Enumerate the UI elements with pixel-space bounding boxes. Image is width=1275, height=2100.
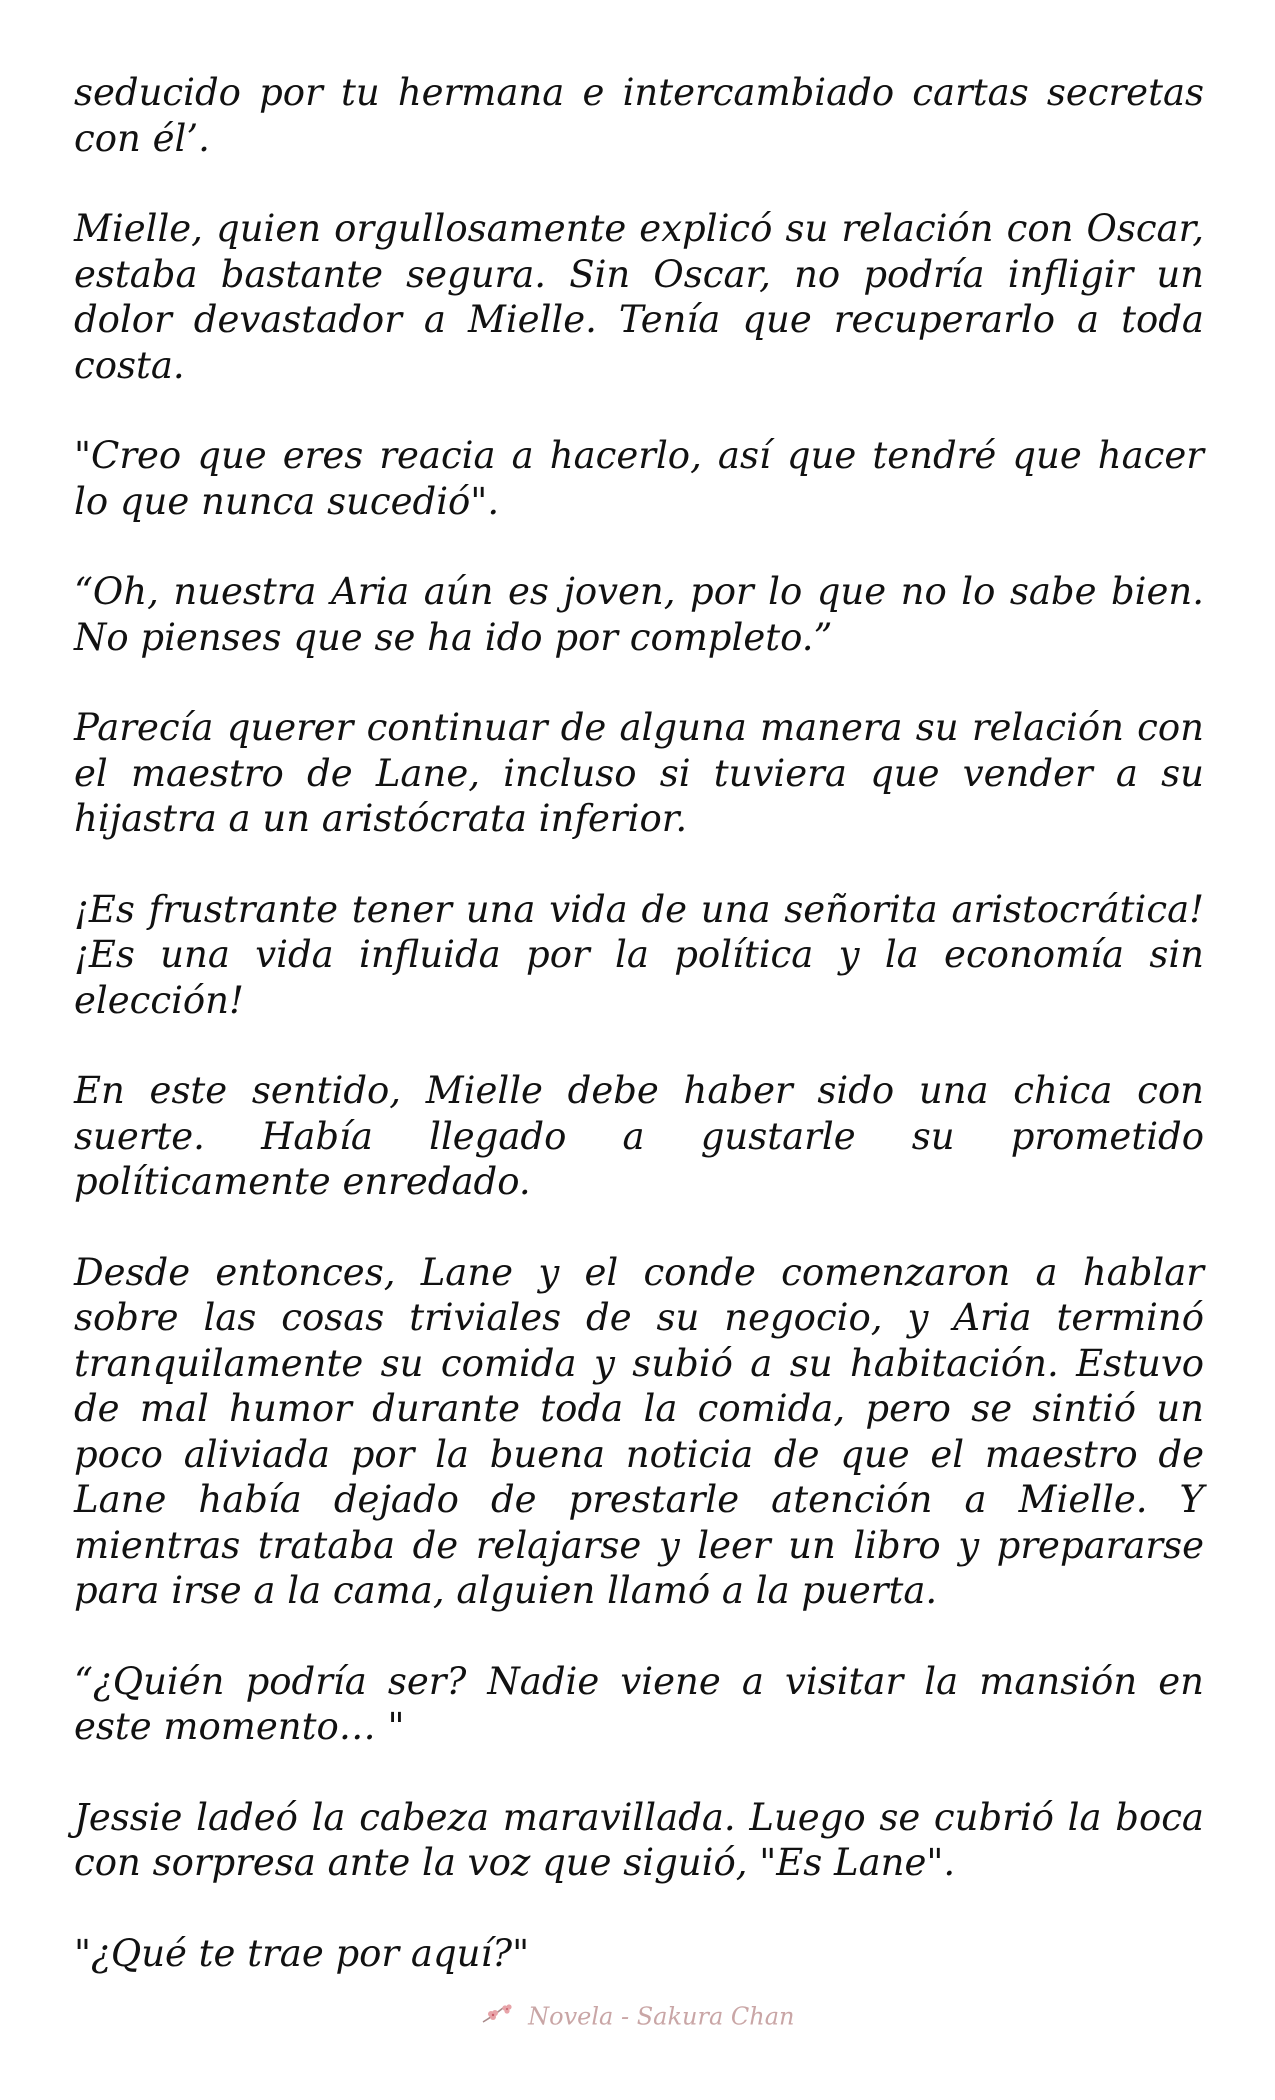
paragraph-5: Parecía querer continuar de alguna manera su relación con el maestro de Lane, incluso si tuviera que vender a su hijastra a un aristócrata inferior. bbox=[74, 706, 1204, 840]
watermark-text: Novela - Sakura Chan bbox=[528, 2002, 795, 2031]
paragraph-11: "¿Qué te trae por aquí?" bbox=[74, 1931, 530, 1975]
cherry-blossom-icon bbox=[481, 2002, 515, 2034]
paragraph-4: “Oh, nuestra Aria aún es joven, por lo que no lo sabe bien. No pienses que se ha ido por completo.” bbox=[74, 570, 1204, 659]
paragraph-10: Jessie ladeó la cabeza maravillada. Luego se cubrió la boca con sorpresa ante la voz que siguió, "Es Lane". bbox=[74, 1795, 1204, 1884]
paragraph-6: ¡Es frustrante tener una vida de una señorita aristocrática! ¡Es una vida influida por la política y la economía sin elección! bbox=[74, 887, 1204, 1022]
paragraph-3: "Creo que eres reacia a hacerlo, así que tendré que hacer lo que nunca sucedió". bbox=[74, 434, 1204, 523]
watermark bbox=[0, 2002, 1275, 2034]
document-body bbox=[74, 70, 1204, 2021]
paragraph-8: Desde entonces, Lane y el conde comenzaron a hablar sobre las cosas triviales de su negocio, y Aria terminó tranquilamente su comida y subió a su habitación. Estuvo de mal humor durante toda la comida, pero se sintió un poco aliviada por la buena noticia de que el maestro de Lane había dejado de prestarle atención a Mielle. Y mientras trataba de relajarse y leer un libro y prepararse para irse a la cama, alguien llamó a la puerta. bbox=[74, 1250, 1204, 1612]
paragraph-7: En este sentido, Mielle debe haber sido una chica con suerte. Había llegado a gustarle su prometido políticamente enredado. bbox=[74, 1069, 1204, 1203]
paragraph-2: Mielle, quien orgullosamente explicó su relación con Oscar, estaba bastante segura. Sin Oscar, no podría infligir un dolor devastador a Mielle. Tenía que recuperarlo a toda costa. bbox=[74, 207, 1204, 387]
paragraph-9: “¿Quién podría ser? Nadie viene a visitar la mansión en este momento… " bbox=[74, 1659, 1204, 1748]
paragraph-1: seducido por tu hermana e intercambiado cartas secretas con él’. bbox=[74, 71, 1204, 160]
